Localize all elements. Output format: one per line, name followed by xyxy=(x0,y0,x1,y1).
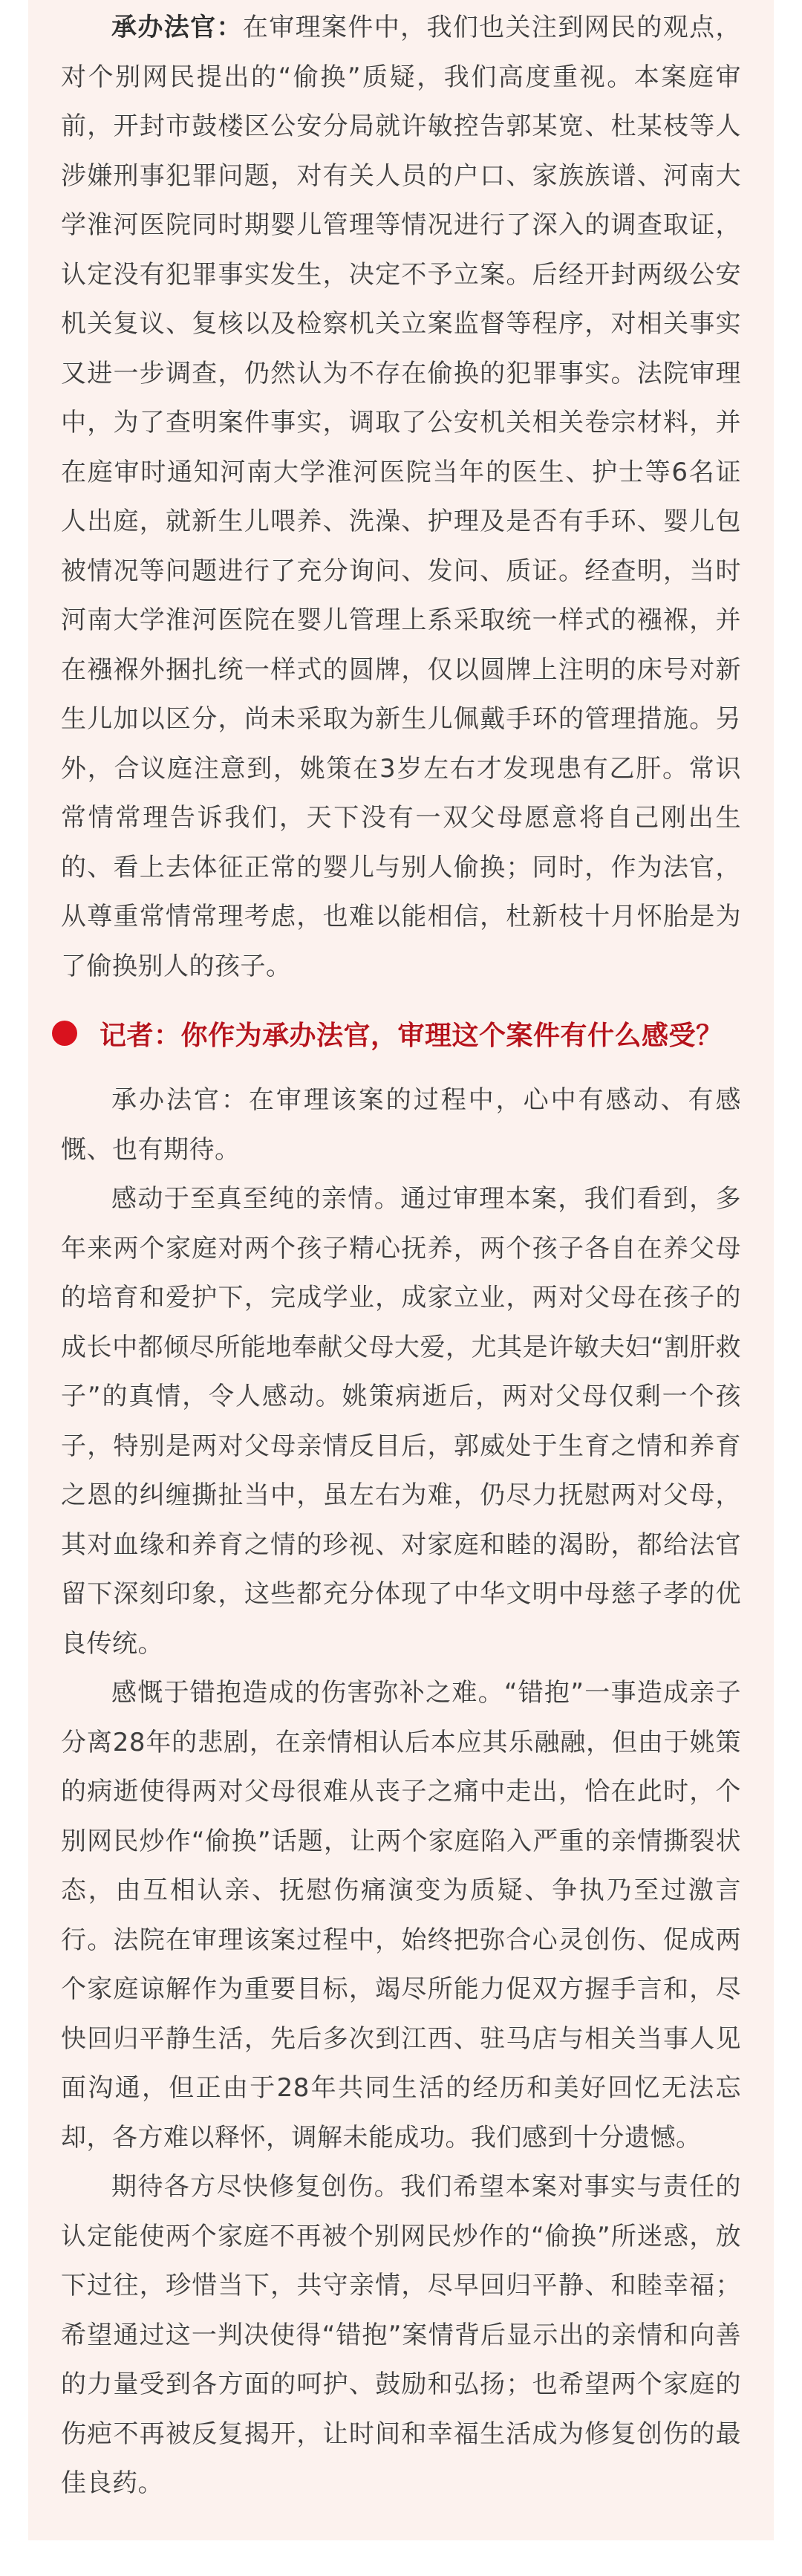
paragraph-lead: 感动于至真至纯的亲情。 xyxy=(111,1184,401,1214)
paragraph-lament xyxy=(61,1668,741,2162)
question-text: 记者：你作为承办法官，审理这个案件有什么感受？ xyxy=(100,1020,723,1051)
speaker-label: 承办法官： xyxy=(111,13,243,42)
paragraph-text: 在审理该案的过程中，心中有感动、有感慨、也有期待。 xyxy=(61,1085,742,1165)
paragraph-text: 通过审理本案，我们看到，多年来两个家庭对两个孩子精心抚养，两个孩子各自在养父母的培育和爱护下，完成学业，成家立业，两对父母在孩子的成长中都倾尽所能地奉献父母大爱，尤其是许敏夫妇“割肝救子”的真情，令人感动。姚策病逝后，两对父母仅剩一个孩子，特别是两对父母亲情反目后，郭威处于生育之情和养育之恩的纠缠撕扯当中，虽左右为难，仍尽力抚慰两对父母，其对血缘和养育之情的珍视、对家庭和睦的渴盼，都给法官留下深刻印象，这些都充分体现了中华文明中母慈子孝的优良传统。 xyxy=(61,1184,742,1659)
paragraph-lead: 期待各方尽快修复创伤。 xyxy=(111,2172,401,2202)
speaker-label: 承办法官： xyxy=(111,1085,249,1115)
paragraph-text: “错抱”一事造成亲子分离28年的悲剧，在亲情相认后本应其乐融融，但由于姚策的病逝使得两对父母很难从丧子之痛中走出，恰在此时，个别网民炒作“偷换”话题，让两个家庭陷入严重的亲情撕裂状态，由互相认亲、抚慰伤痛演变为质疑、争执乃至过激言行。法院在审理该案过程中，始终把弥合心灵创伤、促成两个家庭谅解作为重要目标，竭尽所能力促双方握手言和，尽快回归平静生活，先后多次到江西、驻马店与相关当事人见面沟通，但正由于28年共同生活的经历和美好回忆无法忘却，各方难以释怀，调解未能成功。我们感到十分遗憾。 xyxy=(61,1678,741,2153)
article-card xyxy=(28,0,774,2540)
red-bullet-icon xyxy=(52,1021,77,1046)
paragraph-text: 在审理案件中，我们也关注到网民的观点，对个别网民提出的“偷换”质疑，我们高度重视。本案庭审前，开封市鼓楼区公安分局就许敏控告郭某宽、杜某枝等人涉嫌刑事犯罪问题，对有关人员的户口、家族族谱、河南大学淮河医院同时期婴儿管理等情况进行了深入的调查取证，认定没有犯罪事实发生，决定不予立案。后经开封两级公安机关复议、复核以及检察机关立案监督等程序，对相关事实又进一步调查，仍然认为不存在偷换的犯罪事实。法院审理中，为了查明案件事实，调取了公安机关相关卷宗材料，并在庭审时通知河南大学淮河医院当年的医生、护士等6名证人出庭，就新生儿喂养、洗澡、护理及是否有手环、婴儿包被情况等问题进行了充分询问、发问、质证。经查明，当时河南大学淮河医院在婴儿管理上系采取统一样式的襁褓，并在襁褓外捆扎统一样式的圆牌，仅以圆牌上注明的床号对新生儿加以区分，尚未采取为新生儿佩戴手环的管理措施。另外，合议庭注意到，姚策在3岁左右才发现患有乙肝。常识常情常理告诉我们，天下没有一双父母愿意将自己刚出生的、看上去体征正常的婴儿与别人偷换；同时，作为法官，从尊重常情常理考虑，也难以能相信，杜新枝十月怀胎是为了偷换别人的孩子。 xyxy=(61,13,742,981)
paragraph-hope xyxy=(61,2162,741,2508)
paragraph-text: 我们希望本案对事实与责任的认定能使两个家庭不再被个别网民炒作的“偷换”所迷惑，放下过往，珍惜当下，共守亲情，尽早回归平静、和睦幸福；希望通过这一判决使得“错抱”案情背后显示出的亲情和向善的力量受到各方面的呵护、鼓励和弘扬；也希望两个家庭的伤疤不再被反复揭开，让时间和幸福生活成为修复创伤的最佳良药。 xyxy=(61,2172,742,2498)
paragraph-lead: 感慨于错抱造成的伤害弥补之难。 xyxy=(111,1678,504,1708)
paragraph-judge-answer-1 xyxy=(61,3,741,991)
paragraph-judge-answer-2 xyxy=(61,1076,741,1174)
paragraph-moved xyxy=(61,1174,741,1668)
question-heading xyxy=(61,1009,741,1058)
